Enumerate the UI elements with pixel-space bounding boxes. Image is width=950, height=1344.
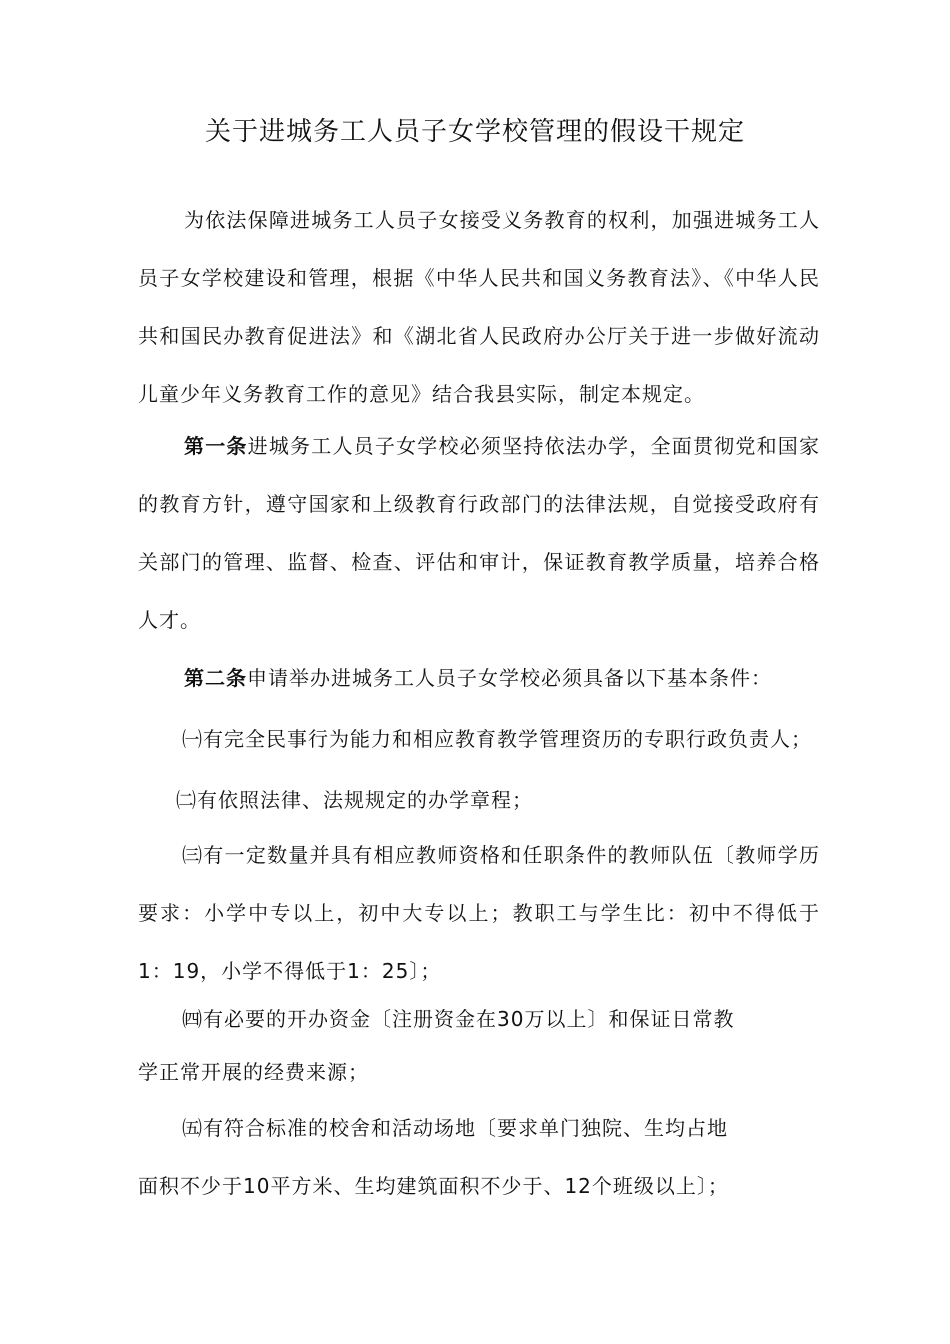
article-2-item-1: [138, 723, 820, 752]
article-2-item-5-line-1: [138, 1112, 820, 1141]
item-text: 有一定数量并具有相应教师资格和任职条件的教师队伍〔教师学历要求：小学中专以上，初中大专以上；教职工与学生比：初中不得低于1：19，小学不得低于1：25〕；: [138, 843, 821, 983]
article-2-item-5-line-2: 面积不少于10平方米、生均建筑面积不少于、12个班级以上〕；: [138, 1174, 729, 1198]
article-2-item-4-line-2: 学正常开展的经费来源；: [138, 1060, 369, 1084]
article-2-text: 申请举办进城务工人员子女学校必须具备以下基本条件：: [247, 666, 772, 690]
item-marker: ㈢: [182, 843, 204, 867]
article-2-label: 第二条: [184, 666, 247, 690]
item-text: 有依照法律、法规规定的办学章程；: [197, 788, 533, 812]
article-1-text: 进城务工人员子女学校必须坚持依法办学，全面贯彻党和国家的教育方针，遵守国家和上级教育行政部门的法律法规，自觉接受政府有关部门的管理、监督、检查、评估和审计，保证教育教学质量，培养合格人才。: [138, 434, 821, 632]
article-2-item-2: [138, 784, 820, 813]
article-2-item-3: [138, 826, 820, 1000]
item-marker: ㈣: [182, 1007, 203, 1031]
article-1-paragraph: [138, 417, 820, 649]
article-2-paragraph: [138, 649, 820, 707]
intro-paragraph: 为依法保障进城务工人员子女接受义务教育的权利，加强进城务工人员子女学校建设和管理，根据《中华人民共和国义务教育法》、《中华人民共和国民办教育促进法》和《湖北省人民政府办公厅关于进一步做好流动儿童少年义务教育工作的意见》结合我县实际，制定本规定。: [138, 208, 820, 406]
item-marker: ㈡: [176, 788, 197, 812]
article-1-label: 第一条: [184, 434, 248, 458]
item-text: 有必要的开办资金〔注册资金在30万以上〕和保证日常教: [203, 1007, 735, 1031]
item-marker: ㈠: [182, 727, 203, 751]
document-title: 关于进城务工人员子女学校管理的假设干规定: [204, 117, 745, 147]
item-marker: ㈤: [182, 1116, 203, 1140]
item-text: 有符合标准的校舍和活动场地〔要求单门独院、生均占地: [203, 1116, 728, 1140]
item-text: 有完全民事行为能力和相应教育教学管理资历的专职行政负责人；: [203, 727, 812, 751]
article-2-item-4-line-1: [138, 1003, 820, 1032]
